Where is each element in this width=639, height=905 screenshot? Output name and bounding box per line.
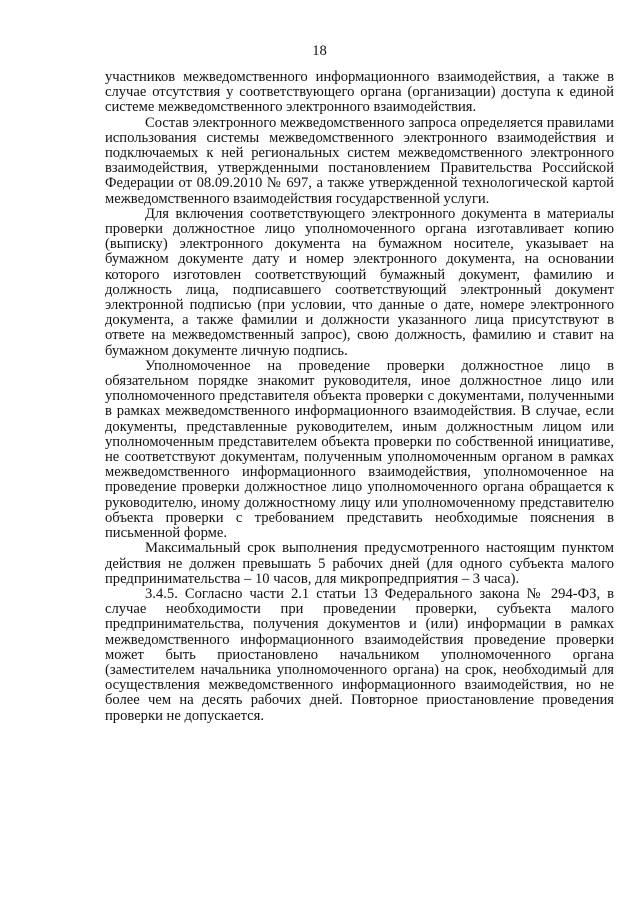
paragraph-familiarization: Уполномоченное на проведение проверки должностное лицо в обязательном порядке знакомит руководителя, иное должностное лицо или уполномоченного представителя объекта проверки с документами, полученными в рамках межведомственного информационного взаимодействия. В случае, если документы, представленные руководителем, иным должностным лицом или уполномоченным представителем объекта проверки по собственной инициативе, не соответствуют документам, полученным уполномоченным органом в рамках межведомственного информационного взаимодействия, уполномоченное на проведение проверки должностное лицо уполномоченного органа обращается к руководителю, иному должностному лицу или уполномоченному представителю объекта проверки с требованием представить необходимые пояснения в письменной форме. [105, 357, 614, 542]
paragraph-3-4-5: 3.4.5. Согласно части 2.1 статьи 13 Федерального закона № 294-ФЗ, в случае необходимости при проведении проверки, субъекта малого предпринимательства, получения документов и (или) информации в рамках межведомственного информационного взаимодействия проведение проверки может быть приостановлено начальником уполномоченного органа (заместителем начальника уполномоченного органа) на срок, необходимый для осуществления межведомственного информационного взаимодействия, но не более чем на десять рабочих дней. Повторное приостановление проведения проверки не допускается. [105, 585, 614, 724]
paragraph-document-inclusion: Для включения соответствующего электронного документа в материалы проверки должностное лицо уполномоченного органа изготавливает копию (выписку) электронного документа на бумажном носителе, указывает на бумажном документе дату и номер электронного документа, на основании которого изготовлен соответствующий бумажный документ, фамилию и должность лица, подписавшего соответствующий электронный документ электронной подписью (при условии, что данные о дате, номере электронного документа, а также фамилии и должности указанного лица присутствуют в ответе на межведомственный запрос), свою должность, фамилию и ставит на бумажном документе личную подпись. [105, 205, 614, 359]
paragraph-continuation: участников межведомственного информационного взаимодействия, а также в случае отсутствия у соответствующего органа (организации) доступа к единой системе межведомственного электронного взаимодействия. [105, 69, 614, 116]
paragraph-request-composition: Состав электронного межведомственного запроса определяется правилами использования системы межведомственного электронного взаимодействия и подключаемых к ней региональных систем межведомственного электронного взаимодействия, утвержденными постановлением Правительства Российской Федерации от 08.09.2010 № 697, а также утвержденной технологической картой межведомственного взаимодействия государственной услуги. [105, 114, 614, 207]
document-body [105, 70, 614, 724]
paragraph-max-term: Максимальный срок выполнения предусмотренного настоящим пунктом действия не должен превышать 5 рабочих дней (для одного субъекта малого предпринимательства – 10 часов, для микропредприятия – 3 часа). [105, 540, 614, 587]
page-number: 18 [312, 43, 327, 59]
